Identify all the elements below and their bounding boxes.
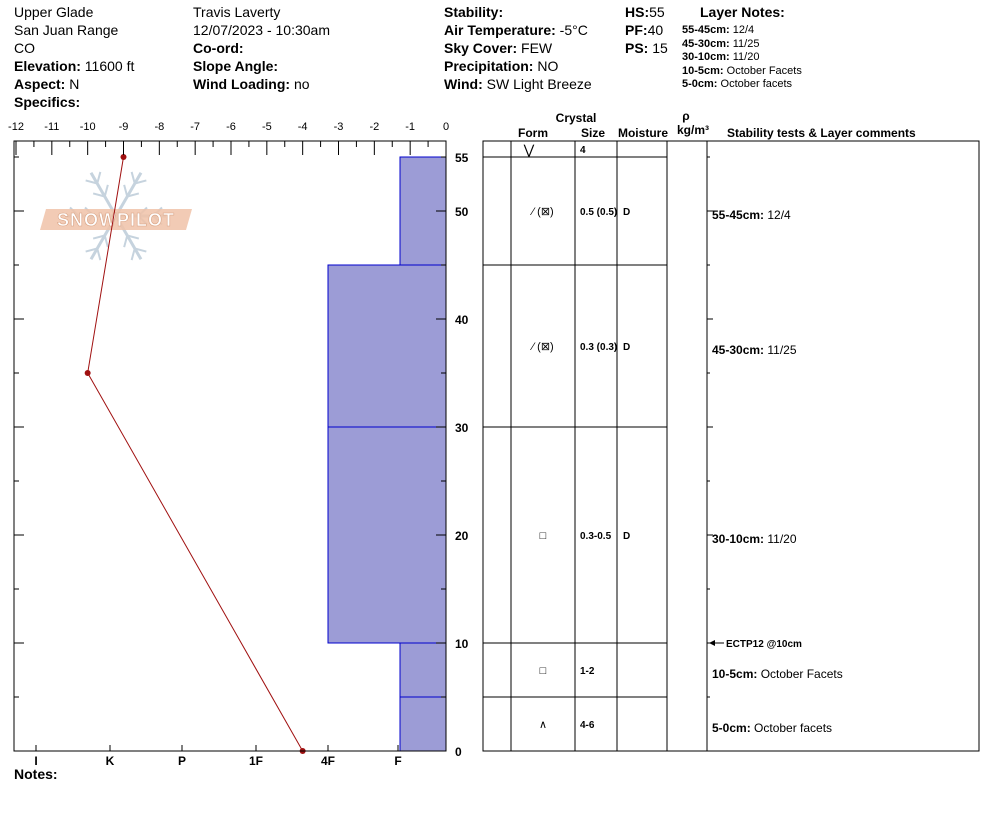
aspect-value: N — [69, 76, 80, 92]
layer-comment-range: 55-45cm: — [712, 208, 765, 222]
hardness-label: 4F — [320, 754, 336, 768]
hardness-bar — [328, 265, 446, 427]
layer-form: ⁄ (⊠) — [532, 206, 554, 218]
size-header: Size — [580, 126, 606, 140]
stability-test-arrowhead — [709, 640, 715, 646]
notes-label: Notes: — [14, 766, 58, 782]
layer-comment — [712, 532, 797, 546]
layer-comment-text: 11/20 — [764, 532, 797, 546]
layer-note-range: 30-10cm: — [682, 51, 730, 63]
precipitation-label: Precipitation: — [444, 58, 534, 74]
hardness-label: F — [394, 754, 402, 768]
wind-loading-value: no — [293, 76, 310, 92]
layer-comment — [712, 667, 843, 681]
snowflake-branch — [105, 185, 108, 197]
layer-table-frame — [483, 141, 979, 751]
layer-form: ⁄ (⊠) — [532, 341, 554, 353]
layer-form: ∧ — [538, 719, 548, 731]
temp-tick-label: -10 — [79, 121, 96, 133]
temp-tick-label: 0 — [442, 121, 450, 133]
layer-comment-text: 11/25 — [764, 343, 797, 357]
ps-value: 15 — [652, 40, 668, 56]
moisture-header: Moisture — [617, 126, 669, 140]
temp-tick-label: -11 — [44, 121, 60, 133]
range-name: San Juan Range — [14, 22, 119, 38]
layer-moisture: D — [623, 207, 631, 218]
snowflake-branch — [132, 248, 135, 260]
elevation-value: 11600 ft — [84, 58, 135, 74]
temperature-line — [88, 157, 303, 751]
wind-label: Wind: — [444, 76, 483, 92]
layer-comment — [712, 343, 797, 357]
temp-tick-label: -6 — [226, 121, 236, 133]
stability-header: Stability tests & Layer comments — [727, 126, 916, 140]
layer-form: □ — [539, 530, 547, 542]
temp-tick-label: -4 — [297, 121, 308, 133]
surface-size: 4 — [580, 145, 586, 156]
aspect-label: Aspect: — [14, 76, 66, 92]
density-symbol: ρ — [682, 109, 690, 123]
layer-note-text: 12/4 — [729, 24, 755, 36]
layer-comment-range: 5-0cm: — [712, 721, 751, 735]
temp-tick-label: -7 — [190, 121, 201, 133]
layer-size: 0.3-0.5 — [580, 531, 612, 542]
layer-comment-text: October facets — [750, 721, 833, 735]
coord-label: Co-ord: — [193, 40, 244, 56]
specifics-label: Specifics: — [14, 94, 81, 110]
observer-name: Travis Laverty — [193, 4, 281, 20]
hs-label: HS: — [625, 4, 650, 20]
wind-value: SW Light Breeze — [486, 76, 592, 92]
state-name: CO — [14, 40, 35, 56]
hs-value: 55 — [649, 4, 665, 20]
hardness-label: K — [105, 754, 115, 768]
hardness-bar — [328, 427, 446, 643]
layer-comment — [712, 208, 791, 222]
temp-tick-label: -9 — [118, 121, 129, 133]
temp-tick-label: -5 — [261, 121, 272, 133]
precipitation-value: NO — [537, 58, 559, 74]
snowflake-branch — [97, 248, 100, 260]
layer-note-text: October Facets — [723, 64, 802, 77]
observation-datetime: 12/07/2023 - 10:30am — [193, 22, 330, 38]
layer-note-text: October facets — [717, 78, 793, 90]
temp-tick-label: -2 — [369, 121, 380, 133]
snowflake-branch — [105, 235, 108, 247]
layer-note-range: 55-45cm: — [682, 24, 730, 36]
sky-cover-label: Sky Cover: — [444, 40, 518, 56]
hardness-label: P — [177, 754, 187, 768]
layer-comment-range: 45-30cm: — [712, 343, 765, 357]
layer-form: □ — [539, 665, 547, 677]
layer-comment — [712, 721, 832, 735]
hardness-label: I — [34, 754, 38, 768]
sky-cover-value: FEW — [521, 40, 553, 56]
layer-moisture: D — [623, 342, 631, 353]
ps-label: PS: — [625, 40, 649, 56]
hardness-bar — [400, 697, 446, 751]
slope-angle-label: Slope Angle: — [193, 58, 279, 74]
form-header: Form — [518, 126, 548, 140]
layer-size: 0.3 (0.3) — [580, 342, 618, 353]
air-temp-label: Air Temperature: — [444, 22, 556, 38]
pf-label: PF: — [625, 22, 648, 38]
snowflake-branch — [124, 185, 127, 197]
temp-tick-label: -8 — [154, 121, 165, 133]
layer-comment-range: 10-5cm: — [712, 667, 758, 681]
depth-tick-label: 50 — [455, 205, 469, 219]
surface-form: ⋁ — [523, 142, 535, 157]
temp-tick-label: -12 — [8, 121, 24, 133]
layer-moisture: D — [623, 531, 631, 542]
layer-comment-text: October Facets — [757, 667, 843, 681]
snowflake-branch — [132, 172, 135, 184]
layer-size: 0.5 (0.5) — [580, 207, 618, 218]
depth-tick-label: 30 — [455, 421, 469, 435]
layer-note-text: 11/20 — [729, 51, 760, 63]
depth-tick-label: 10 — [455, 637, 469, 651]
layer-comment-range: 30-10cm: — [712, 532, 765, 546]
temp-tick-label: -3 — [333, 121, 344, 133]
snowflake-branch — [124, 235, 127, 247]
snowpilot-logo — [40, 172, 192, 260]
density-unit-header: kg/m³ — [676, 123, 710, 137]
depth-tick-label: 55 — [455, 151, 469, 165]
hardness-label: 1F — [248, 754, 264, 768]
depth-tick-label: 20 — [455, 529, 469, 543]
crystal-header: Crystal — [555, 111, 597, 125]
temp-tick-label: -1 — [405, 121, 416, 133]
stability-label: Stability: — [444, 4, 504, 20]
depth-tick-label: 0 — [455, 745, 462, 759]
air-temp-value: -5°C — [559, 22, 588, 38]
snowflake-branch — [97, 172, 100, 184]
elevation-label: Elevation: — [14, 58, 81, 74]
layer-notes-title: Layer Notes: — [700, 4, 785, 20]
layer-size: 4-6 — [580, 720, 595, 731]
layer-note-range: 5-0cm: — [682, 78, 718, 90]
layer-note-text: 11/25 — [729, 37, 760, 50]
layer-size: 1-2 — [580, 666, 595, 677]
temperature-point — [85, 370, 91, 376]
logo-text: SNOWPILOT — [57, 210, 175, 230]
layer-note-range: 45-30cm: — [682, 37, 730, 50]
layer-comment-text: 12/4 — [764, 208, 791, 222]
hardness-bar — [400, 643, 446, 697]
location-name: Upper Glade — [14, 4, 94, 20]
pf-value: 40 — [647, 22, 664, 38]
wind-loading-label: Wind Loading: — [193, 76, 291, 92]
layer-note-range: 10-5cm: — [682, 64, 724, 77]
depth-tick-label: 40 — [455, 313, 469, 327]
stability-test-label: ECTP12 @10cm — [726, 639, 802, 650]
